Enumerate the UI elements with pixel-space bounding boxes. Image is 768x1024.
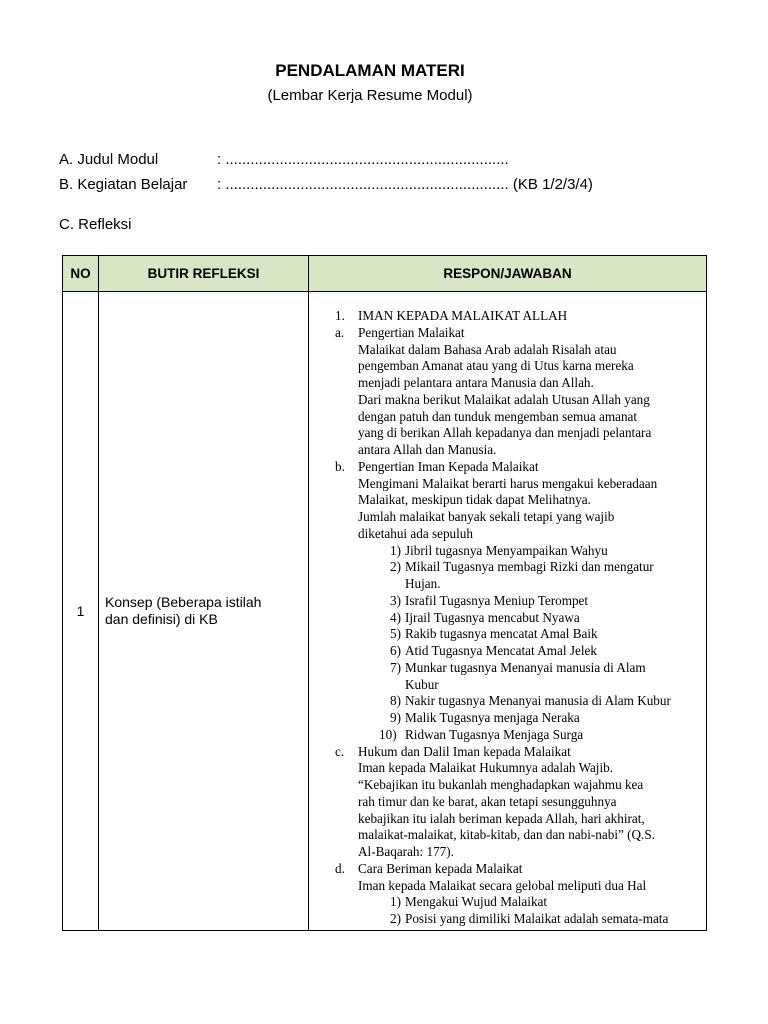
header-butir-refleksi: BUTIR REFLEKSI xyxy=(99,256,309,292)
response-line xyxy=(335,526,702,543)
response-line-text: dengan patuh dan tunduk mengemban semua amanat xyxy=(358,408,638,424)
list-marker: 8) xyxy=(390,693,401,709)
response-line xyxy=(335,476,702,493)
response-line xyxy=(335,543,702,560)
response-line-text: antara Allah dan Manusia. xyxy=(358,442,497,457)
response-line-text: menjadi pelantara antara Manusia dan Allah. xyxy=(358,375,594,390)
table-header-row xyxy=(63,256,707,292)
response-line xyxy=(335,727,702,744)
response-line-text: Munkar tugasnya Menanyai manusia di Alam xyxy=(405,659,646,675)
judul-modul-value: : .................................................................... xyxy=(217,151,509,168)
response-line xyxy=(335,911,702,928)
response-line xyxy=(335,844,702,861)
row-number: 1 xyxy=(63,292,99,931)
list-marker: 1) xyxy=(390,542,401,558)
response-line xyxy=(335,894,702,911)
refleksi-heading: C. Refleksi xyxy=(59,216,132,233)
response-line-text: Malik Tugasnya menjaga Neraka xyxy=(405,710,580,725)
page-title: PENDALAMAN MATERI xyxy=(275,61,465,80)
kegiatan-belajar-field xyxy=(59,176,593,193)
response-line xyxy=(335,744,702,761)
response-line-text: Al-Baqarah: 177). xyxy=(358,844,454,859)
response-line xyxy=(335,492,702,509)
response-line-text: Israfil Tugasnya Meniup Terompet xyxy=(405,592,589,608)
list-marker: d. xyxy=(335,860,345,876)
header-respon-jawaban: RESPON/JAWABAN xyxy=(309,256,707,292)
response-line-text: malaikat-malaikat, kitab-kitab, dan dan nabi-nabi” (Q.S. xyxy=(358,827,655,843)
response-line xyxy=(335,660,702,677)
list-marker: 1. xyxy=(335,308,345,323)
list-marker: b. xyxy=(335,458,345,474)
kegiatan-belajar-value: : .................................................................... (KB 1/2/3/4) xyxy=(217,176,593,193)
response-line-text: Jumlah malaikat banyak sekali tetapi yang wajib xyxy=(358,509,615,524)
list-marker: 2) xyxy=(390,911,401,926)
list-marker: 4) xyxy=(390,609,401,625)
response-line-text: “Kebajikan itu bukanlah menghadapkan wajahmu kea xyxy=(358,777,644,792)
response-line xyxy=(335,442,702,459)
judul-modul-field xyxy=(59,151,509,168)
list-marker: 3) xyxy=(390,592,401,608)
response-line xyxy=(335,358,702,375)
list-marker: 6) xyxy=(390,643,401,658)
judul-modul-label: A. Judul Modul xyxy=(59,151,159,168)
header-no: NO xyxy=(63,256,99,292)
response-line-text: Ijrail Tugasnya mencabut Nyawa xyxy=(405,609,580,625)
response-line xyxy=(335,325,702,342)
refleksi-table xyxy=(62,255,707,931)
list-marker: 7) xyxy=(390,659,401,675)
response-line xyxy=(335,392,702,409)
response-line xyxy=(335,409,702,426)
response-line-text: Mengakui Wujud Malaikat xyxy=(405,894,548,910)
list-marker: c. xyxy=(335,743,345,759)
butir-text-line: Konsep (Beberapa istilah xyxy=(105,593,262,610)
page-subtitle: (Lembar Kerja Resume Modul) xyxy=(267,87,473,104)
response-line xyxy=(335,626,702,643)
response-line xyxy=(335,425,702,442)
response-line xyxy=(335,811,702,828)
response-line xyxy=(335,342,702,359)
response-line xyxy=(335,878,702,895)
response-line xyxy=(335,459,702,476)
table-row xyxy=(63,292,707,931)
response-line xyxy=(335,593,702,610)
response-line-text: Pengertian Malaikat xyxy=(358,324,465,340)
response-line-text: Mikail Tugasnya membagi Rizki dan mengatur xyxy=(405,559,654,575)
response-line-text: pengemban Amanat atau yang di Utus karna mereka xyxy=(358,358,634,374)
response-line-text: kebajikan itu ialah beriman kepada Allah, hari akhirat, xyxy=(358,810,645,826)
response-line xyxy=(335,559,702,576)
list-marker: 1) xyxy=(390,894,401,910)
list-marker: 9) xyxy=(390,710,401,725)
response-line-text: Malaikat, meskipun tidak dapat Melihatnya. xyxy=(358,492,591,508)
response-line xyxy=(335,693,702,710)
list-marker: 5) xyxy=(390,626,401,642)
response-line xyxy=(335,861,702,878)
response-line-text: Jibril tugasnya Menyampaikan Wahyu xyxy=(405,542,608,558)
response-line xyxy=(335,777,702,794)
response-line xyxy=(335,576,702,593)
response-line-text: Iman kepada Malaikat Hukumnya adalah Wajib. xyxy=(358,760,614,776)
response-line xyxy=(335,308,702,325)
response-line xyxy=(335,710,702,727)
list-marker: a. xyxy=(335,324,345,340)
response-line xyxy=(335,610,702,627)
response-line-text: diketahui ada sepuluh xyxy=(358,525,473,541)
response-line-text: Ridwan Tugasnya Menjaga Surga xyxy=(405,726,584,742)
response-line xyxy=(335,827,702,844)
response-line-text: Nakir tugasnya Menanyai manusia di Alam Kubur xyxy=(405,693,671,709)
response-line-text: Atid Tugasnya Mencatat Amal Jelek xyxy=(405,643,597,658)
response-line-text: Malaikat dalam Bahasa Arab adalah Risalah atau xyxy=(358,341,617,357)
response-line-text: Mengimani Malaikat berarti harus mengakui keberadaan xyxy=(358,475,658,491)
response-line-text: rah timur dan ke barat, akan tetapi sesungguhnya xyxy=(358,793,617,809)
response-line-text: Pengertian Iman Kepada Malaikat xyxy=(358,458,539,474)
response-line xyxy=(335,677,702,694)
response-line-text: Kubur xyxy=(405,676,439,692)
response-line-text: Posisi yang dimiliki Malaikat adalah semata-mata xyxy=(405,911,669,926)
butir-text-line: dan definisi) di KB xyxy=(105,610,218,627)
response-line xyxy=(335,643,702,660)
response-line-text: yang di berikan Allah kepadanya dan menjadi pelantara xyxy=(358,425,652,441)
response-line xyxy=(335,794,702,811)
list-marker: 2) xyxy=(390,559,401,575)
kegiatan-belajar-label: B. Kegiatan Belajar xyxy=(59,176,188,193)
response-line-text: Hukum dan Dalil Iman kepada Malaikat xyxy=(358,743,571,759)
response-line-text: Iman kepada Malaikat secara gelobal meliputi dua Hal xyxy=(358,877,647,893)
response-line-text: Cara Beriman kepada Malaikat xyxy=(358,860,523,876)
list-marker: 10) xyxy=(379,726,397,742)
response-line-text: IMAN KEPADA MALAIKAT ALLAH xyxy=(358,308,568,323)
butir-refleksi-cell xyxy=(99,292,309,931)
response-line-text: Dari makna berikut Malaikat adalah Utusan Allah yang xyxy=(358,391,650,407)
response-line xyxy=(335,375,702,392)
respon-jawaban-cell xyxy=(309,292,707,931)
response-line-text: Hujan. xyxy=(405,576,441,591)
response-line xyxy=(335,760,702,777)
response-line xyxy=(335,509,702,526)
response-line-text: Rakib tugasnya mencatat Amal Baik xyxy=(405,626,598,642)
